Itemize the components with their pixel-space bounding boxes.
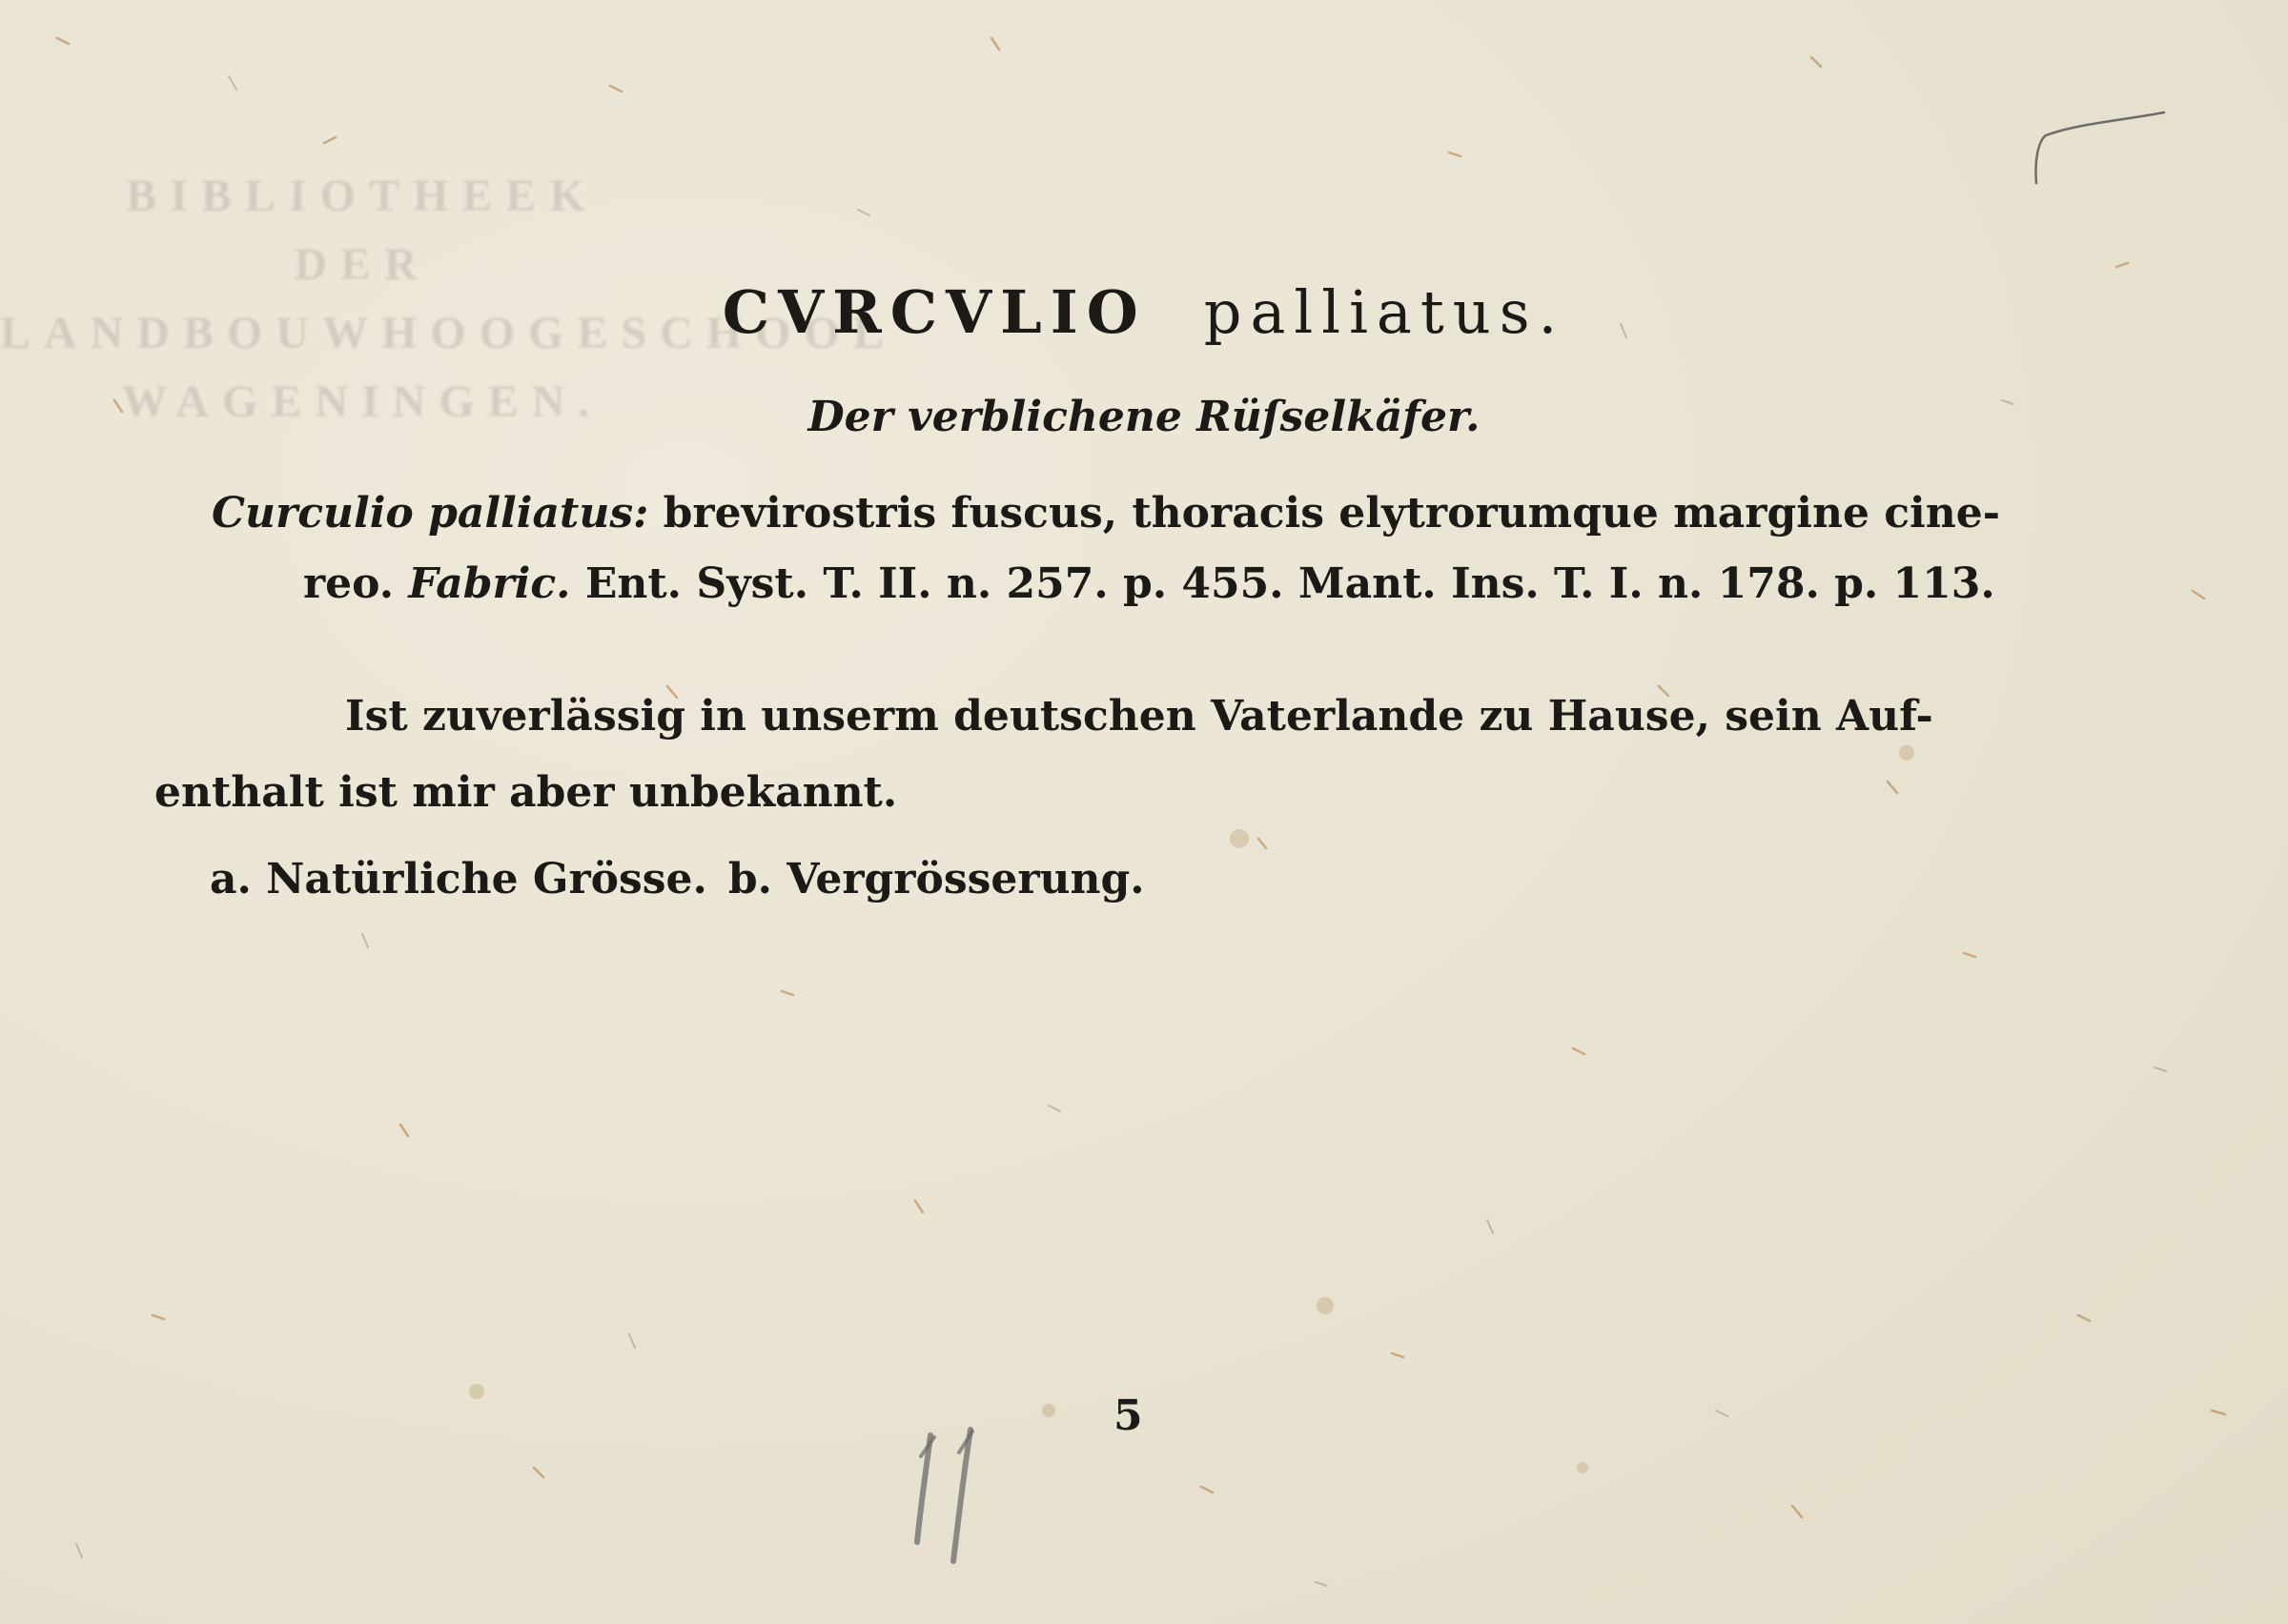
diagnosis-species-name: Curculio palliatus: [212, 489, 649, 538]
page-title [0, 274, 2288, 351]
corner-pencil-mark [2029, 103, 2172, 189]
diagnosis-text-2a: reo. [303, 559, 409, 608]
species-diagnosis [212, 478, 2109, 619]
title-species: palliatus. [1203, 277, 1566, 347]
habitat-paragraph [154, 679, 2109, 831]
figure-legend [210, 848, 1166, 911]
figure-a-label: a. Natürliche Grösse. [210, 855, 707, 903]
pencil-annotation [904, 1418, 999, 1571]
title-genus: CVRCVLIO [722, 277, 1147, 347]
common-name-subtitle: Der verblichene Rüſselkäfer. [807, 393, 1481, 441]
diagnosis-text-1: brevirostris fuscus, thoracis elytrorumque margine cine- [648, 489, 2001, 538]
bleed-through-stamp: BIBLIOTHEEK DER LANDBOUWHOOGESCHOOL WAGENINGEN. [0, 171, 897, 427]
diagnosis-text-2b: Ent. Syst. T. II. n. 257. p. 455. Mant. Ins. T. I. n. 178. p. 113. [570, 559, 1995, 608]
diagnosis-line-2 [212, 549, 2109, 619]
diagnosis-author: Fabric. [408, 559, 571, 608]
figure-b-label: b. Vergrösserung. [727, 855, 1145, 903]
page-number: 5 [1113, 1391, 1143, 1440]
diagnosis-line-1 [212, 478, 2109, 549]
habitat-line-1: Ist zuverlässig in unserm deutschen Vaterlande zu Hause, sein Auf- [345, 692, 1933, 741]
habitat-line-2: enthalt ist mir aber unbekannt. [154, 768, 898, 817]
